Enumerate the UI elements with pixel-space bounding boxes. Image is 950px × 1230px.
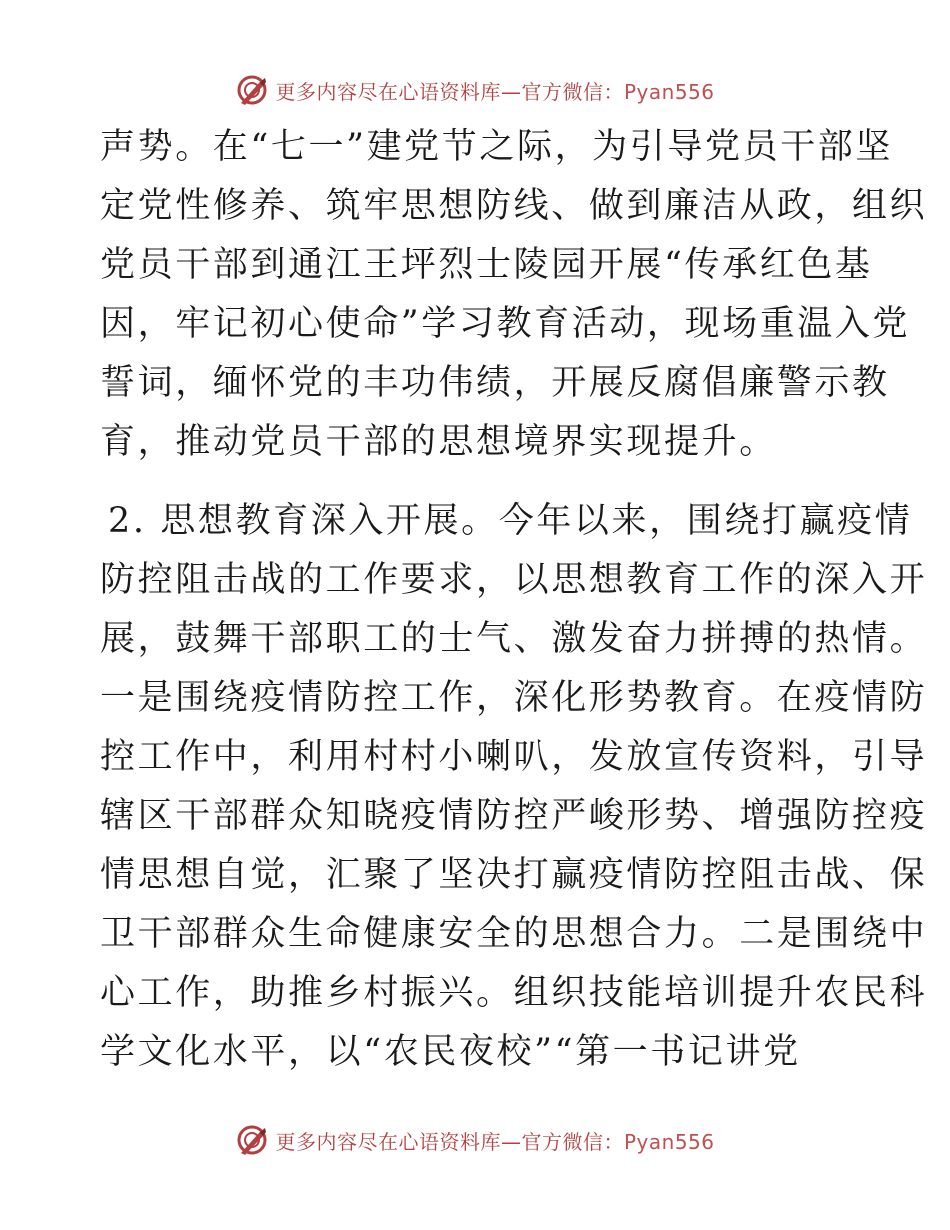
paragraph-1-line-1: 声势。在“七一”建党节之际，为引导党员干部坚 [100, 127, 893, 167]
paragraph-2-line-10: 学文化水平，以“农民夜校”“第一书记讲党 [100, 1032, 801, 1072]
paragraph-2-line-9: 心工作，助推乡村振兴。组织技能培训提升农民科 [100, 973, 928, 1013]
pen-logo-icon [235, 1123, 269, 1157]
paragraph-2-line-3: 展，鼓舞干部职工的士气、激发奋力拼搏的热情。 [100, 619, 928, 659]
paragraph-2-line-5: 控工作中，利用村村小喇叭，发放宣传资料，引导 [100, 737, 928, 777]
watermark-id: Pyan556 [623, 1129, 715, 1154]
footer-watermark [0, 1120, 950, 1160]
paragraph-2-line-7: 情思想自觉，汇聚了坚决打赢疫情防控阻击战、保 [100, 855, 928, 895]
paragraph-2-line-1: 2. 思想教育深入开展。今年以来，围绕打赢疫情 [108, 501, 913, 541]
paragraph-2-line-4: 一是围绕疫情防控工作，深化形势教育。在疫情防 [100, 678, 928, 718]
paragraph-2-line-2: 防控阻击战的工作要求，以思想教育工作的深入开 [100, 560, 928, 600]
watermark-id: Pyan556 [623, 79, 715, 104]
paragraph-1-line-5: 誓词，缅怀党的丰功伟绩，开展反腐倡廉警示教 [100, 363, 890, 403]
document-body [100, 118, 928, 1082]
paragraph-1-line-3: 党员干部到通江王坪烈士陵园开展“传承红色基 [100, 245, 873, 285]
pen-logo-icon [235, 73, 269, 107]
paragraph-1-line-2: 定党性修养、筑牢思想防线、做到廉洁从政，组织 [100, 186, 928, 226]
paragraph-2-line-8: 卫干部群众生命健康安全的思想合力。二是围绕中 [100, 914, 928, 954]
watermark-text: 更多内容尽在心语资料库—官方微信： [275, 79, 624, 104]
watermark-text: 更多内容尽在心语资料库—官方微信： [275, 1129, 624, 1154]
paragraph-1-line-4: 因，牢记初心使命”学习教育活动，现场重温入党 [100, 304, 911, 344]
paragraph-1-line-6: 育，推动党员干部的思想境界实现提升。 [100, 422, 777, 462]
paragraph-2-line-6: 辖区干部群众知晓疫情防控严峻形势、增强防控疫 [100, 796, 928, 836]
header-watermark [0, 70, 950, 110]
paragraph-spacer [100, 472, 852, 492]
